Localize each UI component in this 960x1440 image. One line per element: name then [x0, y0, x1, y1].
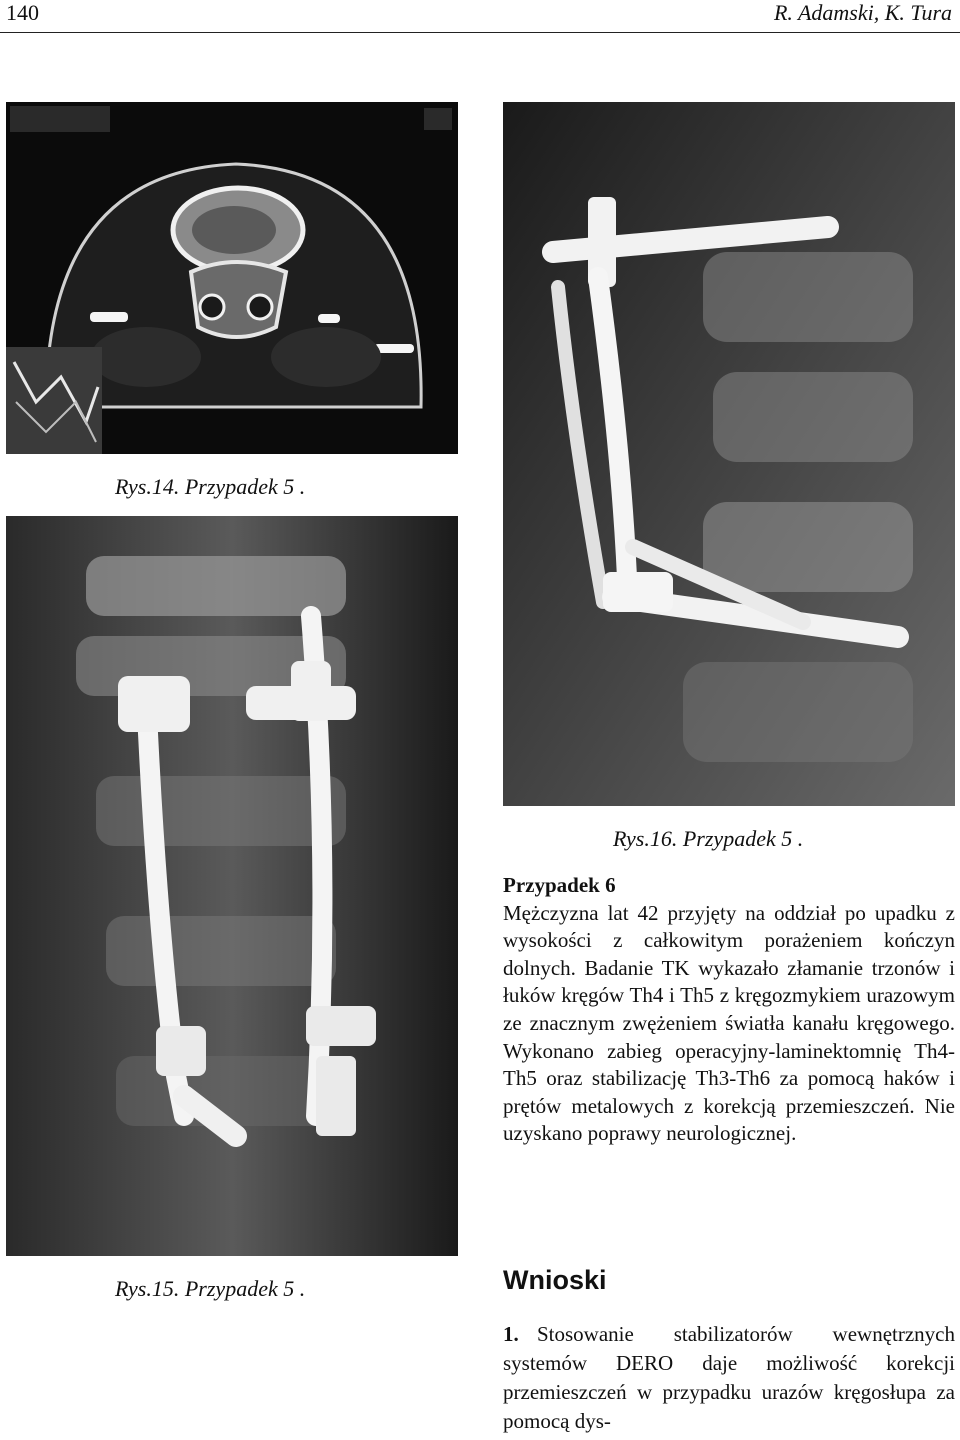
figure-16-xray-lateral: [503, 102, 955, 806]
ct-scan-image: [6, 102, 458, 454]
xray-ap-image: [6, 516, 458, 1256]
case-6-title: Przypadek 6: [503, 873, 616, 897]
figure-15-xray-ap: [6, 516, 458, 1256]
conclusions-list: [503, 1320, 955, 1436]
header-rule: [0, 32, 960, 33]
figure-14-ct-scan: [6, 102, 458, 454]
figure-16-caption: Rys.16. Przypadek 5 .: [613, 826, 804, 851]
page-header: [0, 0, 960, 34]
conclusion-item: [503, 1320, 955, 1436]
xray-lateral-image: [503, 102, 955, 806]
case-6-body: Mężczyzna lat 42 przyjęty na oddział po upadku z wysokości z całkowitym porażeniem kończyn dolnych. Badanie TK wykazało złamanie trzonów i łuków kręgów Th4 i Th5 z kręgozmykiem urazowym ze znacznym zwężeniem światła kanału kręgowego. Wykonano zabieg operacyjny-laminektomnię Th4-Th5 oraz stabilizację Th3-Th6 za pomocą haków i prętów metalowych z korekcją przemieszczeń. Nie uzyskano poprawy neurologicznej.: [503, 900, 955, 1146]
figure-14-caption: Rys.14. Przypadek 5 .: [115, 474, 306, 499]
conclusions-title: Wnioski: [503, 1265, 607, 1295]
figure-15-caption: Rys.15. Przypadek 5 .: [115, 1276, 306, 1301]
conclusion-text: Stosowanie stabilizatorów wewnętrznych systemów DERO daje możliwość korekcji przemieszczeń w przypadku urazów kręgosłupa za pomocą dys-: [503, 1322, 955, 1433]
page-number: 140: [6, 0, 39, 25]
running-head-authors: R. Adamski, K. Tura: [773, 0, 952, 25]
conclusion-number: 1.: [503, 1322, 519, 1346]
case-6-section: [503, 872, 955, 1148]
